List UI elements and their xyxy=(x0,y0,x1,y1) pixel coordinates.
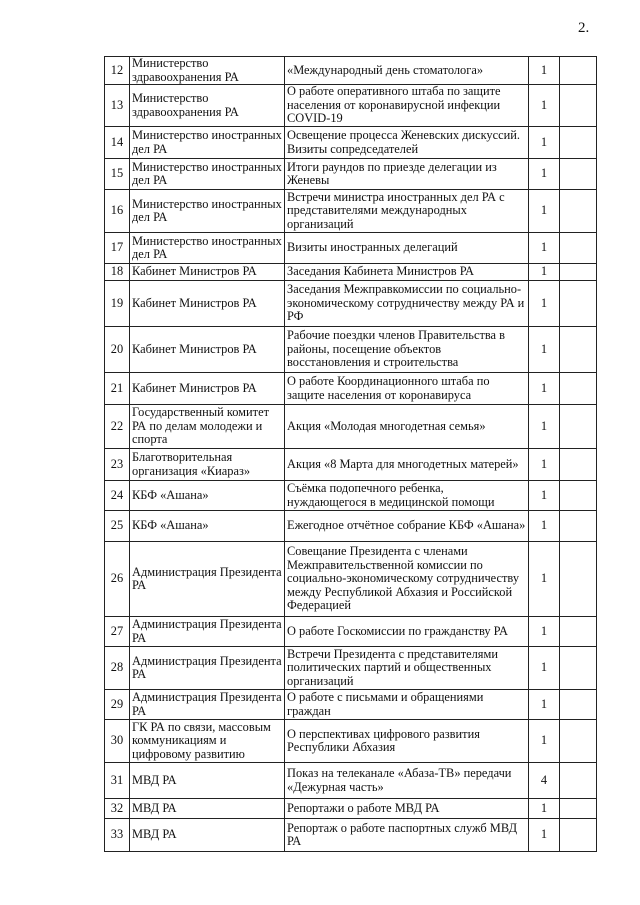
extra-cell xyxy=(560,373,597,405)
extra-cell xyxy=(560,799,597,819)
row-number: 31 xyxy=(105,763,130,799)
topic-cell: Акция «Молодая многодетная семья» xyxy=(285,405,529,449)
extra-cell xyxy=(560,763,597,799)
table-row xyxy=(105,327,597,373)
table-row xyxy=(105,481,597,511)
count-cell: 1 xyxy=(529,511,560,542)
table-row xyxy=(105,617,597,647)
row-number: 12 xyxy=(105,57,130,85)
extra-cell xyxy=(560,405,597,449)
organization-cell: Министерство иностранных дел РА xyxy=(130,127,285,159)
row-number: 28 xyxy=(105,647,130,690)
row-number: 15 xyxy=(105,159,130,190)
count-cell: 1 xyxy=(529,190,560,233)
extra-cell xyxy=(560,819,597,852)
table-row xyxy=(105,720,597,763)
table-row xyxy=(105,127,597,159)
extra-cell xyxy=(560,449,597,481)
topic-cell: Ежегодное отчётное собрание КБФ «Ашана» xyxy=(285,511,529,542)
organization-cell: ГК РА по связи, массовым коммуникациям и цифровому развитию xyxy=(130,720,285,763)
extra-cell xyxy=(560,647,597,690)
count-cell: 1 xyxy=(529,233,560,264)
topic-cell: Совещание Президента с членами Межправительственной комиссии по социально-экономическому сотрудничеству между Республикой Абхазия и Российской Федерацией xyxy=(285,542,529,617)
count-cell: 1 xyxy=(529,405,560,449)
table-body xyxy=(105,57,597,852)
row-number: 22 xyxy=(105,405,130,449)
organization-cell: МВД РА xyxy=(130,799,285,819)
organization-cell: КБФ «Ашана» xyxy=(130,481,285,511)
organization-cell: Кабинет Министров РА xyxy=(130,281,285,327)
topic-cell: Репортажи о работе МВД РА xyxy=(285,799,529,819)
table-row xyxy=(105,264,597,281)
extra-cell xyxy=(560,85,597,127)
table-row xyxy=(105,690,597,720)
row-number: 32 xyxy=(105,799,130,819)
row-number: 16 xyxy=(105,190,130,233)
count-cell: 1 xyxy=(529,85,560,127)
count-cell: 1 xyxy=(529,481,560,511)
row-number: 13 xyxy=(105,85,130,127)
table-row xyxy=(105,85,597,127)
organization-cell: Администрация Президента РА xyxy=(130,542,285,617)
topic-cell: Встречи министра иностранных дел РА с представителями международных организаций xyxy=(285,190,529,233)
extra-cell xyxy=(560,327,597,373)
extra-cell xyxy=(560,264,597,281)
row-number: 23 xyxy=(105,449,130,481)
row-number: 29 xyxy=(105,690,130,720)
extra-cell xyxy=(560,617,597,647)
count-cell: 1 xyxy=(529,281,560,327)
organization-cell: Министерство иностранных дел РА xyxy=(130,233,285,264)
topic-cell: Съёмка подопечного ребенка, нуждающегося в медицинской помощи xyxy=(285,481,529,511)
count-cell: 1 xyxy=(529,542,560,617)
extra-cell xyxy=(560,720,597,763)
topic-cell: Заседания Межправкомиссии по социально-экономическому сотрудничеству между РА и РФ xyxy=(285,281,529,327)
page-number: 2. xyxy=(578,20,590,36)
table-row xyxy=(105,647,597,690)
topic-cell: О работе Госкомиссии по гражданству РА xyxy=(285,617,529,647)
organization-cell: МВД РА xyxy=(130,819,285,852)
count-cell: 1 xyxy=(529,327,560,373)
table-row xyxy=(105,763,597,799)
topic-cell: Итоги раундов по приезде делегации из Женевы xyxy=(285,159,529,190)
topic-cell: Акция «8 Марта для многодетных матерей» xyxy=(285,449,529,481)
topic-cell: Рабочие поездки членов Правительства в районы, посещение объектов восстановления и строительства xyxy=(285,327,529,373)
count-cell: 1 xyxy=(529,690,560,720)
extra-cell xyxy=(560,481,597,511)
count-cell: 1 xyxy=(529,720,560,763)
table-row xyxy=(105,373,597,405)
organization-cell: Администрация Президента РА xyxy=(130,617,285,647)
count-cell: 1 xyxy=(529,819,560,852)
row-number: 26 xyxy=(105,542,130,617)
count-cell: 1 xyxy=(529,647,560,690)
extra-cell xyxy=(560,127,597,159)
row-number: 21 xyxy=(105,373,130,405)
topic-cell: О работе с письмами и обращениями граждан xyxy=(285,690,529,720)
count-cell: 1 xyxy=(529,264,560,281)
row-number: 24 xyxy=(105,481,130,511)
topic-cell: О работе Координационного штаба по защите населения от коронавируса xyxy=(285,373,529,405)
topic-cell: О работе оперативного штаба по защите населения от коронавирусной инфекции COVID-19 xyxy=(285,85,529,127)
organization-cell: Министерство здравоохранения РА xyxy=(130,85,285,127)
count-cell: 1 xyxy=(529,127,560,159)
organization-cell: МВД РА xyxy=(130,763,285,799)
count-cell: 4 xyxy=(529,763,560,799)
extra-cell xyxy=(560,233,597,264)
extra-cell xyxy=(560,281,597,327)
table-row xyxy=(105,281,597,327)
count-cell: 1 xyxy=(529,617,560,647)
organization-cell: КБФ «Ашана» xyxy=(130,511,285,542)
extra-cell xyxy=(560,511,597,542)
table-row xyxy=(105,449,597,481)
row-number: 17 xyxy=(105,233,130,264)
topic-cell: О перспективах цифрового развития Республики Абхазия xyxy=(285,720,529,763)
extra-cell xyxy=(560,542,597,617)
organization-cell: Администрация Президента РА xyxy=(130,647,285,690)
row-number: 14 xyxy=(105,127,130,159)
table-row xyxy=(105,511,597,542)
topic-cell: Показ на телеканале «Абаза-ТВ» передачи «Дежурная часть» xyxy=(285,763,529,799)
table-row xyxy=(105,57,597,85)
row-number: 27 xyxy=(105,617,130,647)
organization-cell: Администрация Президента РА xyxy=(130,690,285,720)
organization-cell: Кабинет Министров РА xyxy=(130,264,285,281)
count-cell: 1 xyxy=(529,159,560,190)
extra-cell xyxy=(560,159,597,190)
topic-cell: «Международный день стоматолога» xyxy=(285,57,529,85)
media-plan-table xyxy=(104,56,597,852)
count-cell: 1 xyxy=(529,57,560,85)
row-number: 20 xyxy=(105,327,130,373)
organization-cell: Кабинет Министров РА xyxy=(130,373,285,405)
table-row xyxy=(105,159,597,190)
organization-cell: Благотворительная организация «Киараз» xyxy=(130,449,285,481)
topic-cell: Встречи Президента с представителями политических партий и общественных организаций xyxy=(285,647,529,690)
topic-cell: Заседания Кабинета Министров РА xyxy=(285,264,529,281)
table-row xyxy=(105,405,597,449)
topic-cell: Освещение процесса Женевских дискуссий. Визиты сопредседателей xyxy=(285,127,529,159)
organization-cell: Министерство иностранных дел РА xyxy=(130,159,285,190)
topic-cell: Репортаж о работе паспортных служб МВД РА xyxy=(285,819,529,852)
table-row xyxy=(105,799,597,819)
table-row xyxy=(105,190,597,233)
count-cell: 1 xyxy=(529,799,560,819)
count-cell: 1 xyxy=(529,373,560,405)
extra-cell xyxy=(560,190,597,233)
table-row xyxy=(105,542,597,617)
organization-cell: Министерство здравоохранения РА xyxy=(130,57,285,85)
row-number: 25 xyxy=(105,511,130,542)
organization-cell: Государственный комитет РА по делам молодежи и спорта xyxy=(130,405,285,449)
row-number: 30 xyxy=(105,720,130,763)
table-row xyxy=(105,233,597,264)
count-cell: 1 xyxy=(529,449,560,481)
row-number: 19 xyxy=(105,281,130,327)
row-number: 33 xyxy=(105,819,130,852)
extra-cell xyxy=(560,690,597,720)
organization-cell: Кабинет Министров РА xyxy=(130,327,285,373)
organization-cell: Министерство иностранных дел РА xyxy=(130,190,285,233)
extra-cell xyxy=(560,57,597,85)
row-number: 18 xyxy=(105,264,130,281)
table-row xyxy=(105,819,597,852)
topic-cell: Визиты иностранных делегаций xyxy=(285,233,529,264)
